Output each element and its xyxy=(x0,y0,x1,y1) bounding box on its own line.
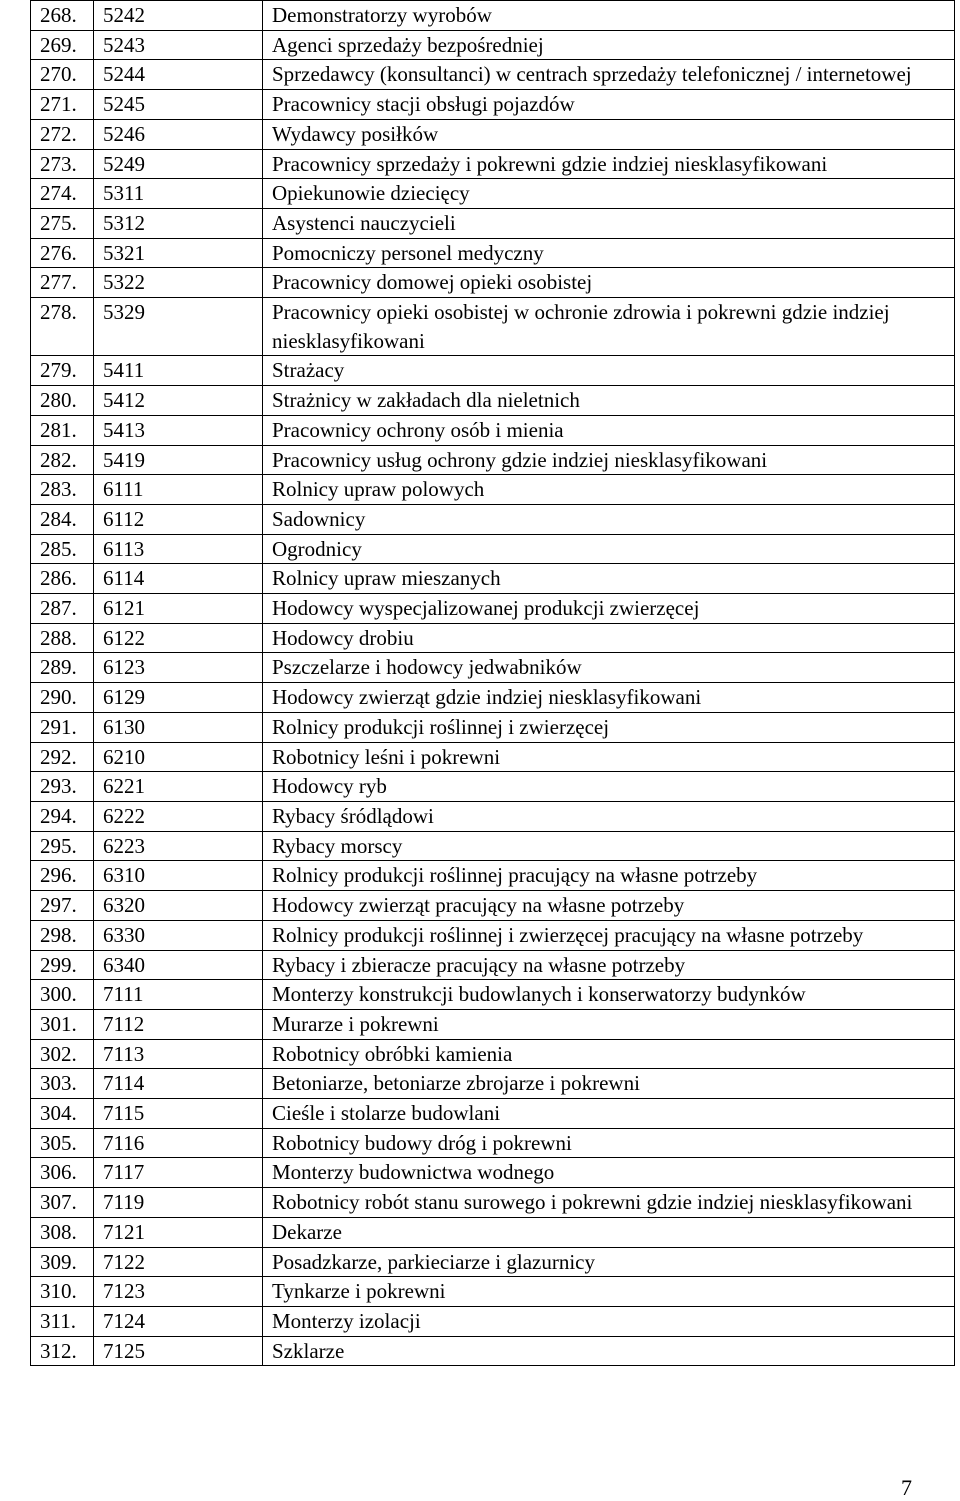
row-number: 273. xyxy=(31,149,94,179)
occupation-name: Rolnicy upraw polowych xyxy=(263,475,955,505)
row-number: 311. xyxy=(31,1306,94,1336)
occupation-name: Hodowcy zwierząt pracujący na własne potrzeby xyxy=(263,891,955,921)
table-row xyxy=(31,1009,955,1039)
occupation-code: 5312 xyxy=(94,208,263,238)
occupation-code: 7121 xyxy=(94,1217,263,1247)
row-number: 303. xyxy=(31,1069,94,1099)
occupation-code: 7112 xyxy=(94,1009,263,1039)
occupation-code: 5249 xyxy=(94,149,263,179)
occupation-name: Rolnicy upraw mieszanych xyxy=(263,564,955,594)
row-number: 310. xyxy=(31,1277,94,1307)
row-number: 284. xyxy=(31,504,94,534)
occupation-code: 5243 xyxy=(94,30,263,60)
table-row xyxy=(31,653,955,683)
occupation-code: 6121 xyxy=(94,594,263,624)
occupation-code: 6223 xyxy=(94,831,263,861)
table-row xyxy=(31,1128,955,1158)
occupation-code: 5242 xyxy=(94,1,263,31)
occupation-name: Wydawcy posiłków xyxy=(263,119,955,149)
occupation-code: 7123 xyxy=(94,1277,263,1307)
occupation-name: Robotnicy obróbki kamienia xyxy=(263,1039,955,1069)
occupation-name: Szklarze xyxy=(263,1336,955,1366)
occupation-name: Robotnicy budowy dróg i pokrewni xyxy=(263,1128,955,1158)
table-row xyxy=(31,1039,955,1069)
occupation-code: 5245 xyxy=(94,90,263,120)
row-number: 312. xyxy=(31,1336,94,1366)
table-row xyxy=(31,742,955,772)
row-number: 298. xyxy=(31,920,94,950)
table-row xyxy=(31,623,955,653)
occupation-name: Pracownicy usług ochrony gdzie indziej niesklasyfikowani xyxy=(263,445,955,475)
occupation-name: Asystenci nauczycieli xyxy=(263,208,955,238)
table-row xyxy=(31,1247,955,1277)
occupation-name: Sprzedawcy (konsultanci) w centrach sprzedaży telefonicznej / internetowej xyxy=(263,60,955,90)
occupation-code: 5311 xyxy=(94,179,263,209)
occupation-name: Betoniarze, betoniarze zbrojarze i pokrewni xyxy=(263,1069,955,1099)
table-row xyxy=(31,90,955,120)
occupation-name: Robotnicy robót stanu surowego i pokrewni gdzie indziej niesklasyfikowani xyxy=(263,1188,955,1218)
occupation-code: 6130 xyxy=(94,712,263,742)
table-row xyxy=(31,179,955,209)
occupation-code: 6129 xyxy=(94,683,263,713)
table-row xyxy=(31,1188,955,1218)
table-body xyxy=(31,1,955,1366)
occupation-code: 6221 xyxy=(94,772,263,802)
occupation-code: 5412 xyxy=(94,386,263,416)
table-row xyxy=(31,298,955,356)
row-number: 285. xyxy=(31,534,94,564)
occupation-name: Monterzy izolacji xyxy=(263,1306,955,1336)
table-row xyxy=(31,415,955,445)
row-number: 290. xyxy=(31,683,94,713)
row-number: 274. xyxy=(31,179,94,209)
occupation-code: 7119 xyxy=(94,1188,263,1218)
occupation-code: 6330 xyxy=(94,920,263,950)
table-row xyxy=(31,594,955,624)
row-number: 283. xyxy=(31,475,94,505)
row-number: 276. xyxy=(31,238,94,268)
occupation-code: 6222 xyxy=(94,801,263,831)
table-row xyxy=(31,1217,955,1247)
row-number: 292. xyxy=(31,742,94,772)
table-row xyxy=(31,445,955,475)
table-row xyxy=(31,950,955,980)
occupation-name: Pracownicy domowej opieki osobistej xyxy=(263,268,955,298)
occupation-code: 5329 xyxy=(94,298,263,356)
occupation-code: 6111 xyxy=(94,475,263,505)
table-row xyxy=(31,1277,955,1307)
row-number: 301. xyxy=(31,1009,94,1039)
occupation-code: 7114 xyxy=(94,1069,263,1099)
occupation-code: 6123 xyxy=(94,653,263,683)
occupation-code: 7122 xyxy=(94,1247,263,1277)
occupation-name: Rybacy i zbieracze pracujący na własne potrzeby xyxy=(263,950,955,980)
table-row xyxy=(31,475,955,505)
occupation-codes-table xyxy=(30,0,955,1366)
table-row xyxy=(31,861,955,891)
occupation-name: Ogrodnicy xyxy=(263,534,955,564)
row-number: 289. xyxy=(31,653,94,683)
occupation-code: 7111 xyxy=(94,980,263,1010)
table-row xyxy=(31,1099,955,1129)
row-number: 281. xyxy=(31,415,94,445)
occupation-code: 5246 xyxy=(94,119,263,149)
occupation-name: Strażacy xyxy=(263,356,955,386)
occupation-name: Hodowcy ryb xyxy=(263,772,955,802)
table-row xyxy=(31,772,955,802)
row-number: 302. xyxy=(31,1039,94,1069)
occupation-code: 5322 xyxy=(94,268,263,298)
row-number: 307. xyxy=(31,1188,94,1218)
row-number: 280. xyxy=(31,386,94,416)
occupation-name: Pracownicy sprzedaży i pokrewni gdzie indziej niesklasyfikowani xyxy=(263,149,955,179)
row-number: 288. xyxy=(31,623,94,653)
occupation-name: Pszczelarze i hodowcy jedwabników xyxy=(263,653,955,683)
table-row xyxy=(31,712,955,742)
occupation-name: Hodowcy drobiu xyxy=(263,623,955,653)
row-number: 296. xyxy=(31,861,94,891)
occupation-name: Rybacy morscy xyxy=(263,831,955,861)
row-number: 278. xyxy=(31,298,94,356)
occupation-name: Cieśle i stolarze budowlani xyxy=(263,1099,955,1129)
table-row xyxy=(31,1306,955,1336)
row-number: 268. xyxy=(31,1,94,31)
table-row xyxy=(31,980,955,1010)
row-number: 287. xyxy=(31,594,94,624)
occupation-code: 7115 xyxy=(94,1099,263,1129)
occupation-name: Dekarze xyxy=(263,1217,955,1247)
occupation-name: Posadzkarze, parkieciarze i glazurnicy xyxy=(263,1247,955,1277)
table-row xyxy=(31,891,955,921)
table-row xyxy=(31,238,955,268)
occupation-code: 5411 xyxy=(94,356,263,386)
row-number: 271. xyxy=(31,90,94,120)
row-number: 309. xyxy=(31,1247,94,1277)
occupation-name: Strażnicy w zakładach dla nieletnich xyxy=(263,386,955,416)
page-number: 7 xyxy=(901,1475,912,1500)
occupation-code: 7125 xyxy=(94,1336,263,1366)
occupation-name: Rolnicy produkcji roślinnej i zwierzęcej pracujący na własne potrzeby xyxy=(263,920,955,950)
occupation-name: Monterzy konstrukcji budowlanych i konserwatorzy budynków xyxy=(263,980,955,1010)
table-row xyxy=(31,564,955,594)
occupation-code: 7124 xyxy=(94,1306,263,1336)
table-row xyxy=(31,268,955,298)
occupation-name: Rolnicy produkcji roślinnej i zwierzęcej xyxy=(263,712,955,742)
row-number: 299. xyxy=(31,950,94,980)
table-row xyxy=(31,1,955,31)
occupation-code: 6310 xyxy=(94,861,263,891)
occupation-code: 7116 xyxy=(94,1128,263,1158)
occupation-name: Rolnicy produkcji roślinnej pracujący na własne potrzeby xyxy=(263,861,955,891)
occupation-name: Demonstratorzy wyrobów xyxy=(263,1,955,31)
occupation-code: 5244 xyxy=(94,60,263,90)
row-number: 308. xyxy=(31,1217,94,1247)
table-row xyxy=(31,920,955,950)
row-number: 270. xyxy=(31,60,94,90)
occupation-code: 6320 xyxy=(94,891,263,921)
occupation-code: 7113 xyxy=(94,1039,263,1069)
row-number: 272. xyxy=(31,119,94,149)
occupation-code: 6210 xyxy=(94,742,263,772)
occupation-code: 6340 xyxy=(94,950,263,980)
occupation-name: Opiekunowie dziecięcy xyxy=(263,179,955,209)
row-number: 275. xyxy=(31,208,94,238)
occupation-code: 6114 xyxy=(94,564,263,594)
occupation-name: Pracownicy stacji obsługi pojazdów xyxy=(263,90,955,120)
row-number: 295. xyxy=(31,831,94,861)
table-row xyxy=(31,1158,955,1188)
table-row xyxy=(31,149,955,179)
table-row xyxy=(31,831,955,861)
row-number: 269. xyxy=(31,30,94,60)
occupation-name: Tynkarze i pokrewni xyxy=(263,1277,955,1307)
occupation-code: 7117 xyxy=(94,1158,263,1188)
table-row xyxy=(31,386,955,416)
table-row xyxy=(31,1069,955,1099)
row-number: 293. xyxy=(31,772,94,802)
row-number: 282. xyxy=(31,445,94,475)
occupation-name: Robotnicy leśni i pokrewni xyxy=(263,742,955,772)
occupation-name: Sadownicy xyxy=(263,504,955,534)
table-row xyxy=(31,356,955,386)
row-number: 297. xyxy=(31,891,94,921)
row-number: 277. xyxy=(31,268,94,298)
row-number: 286. xyxy=(31,564,94,594)
occupation-code: 5413 xyxy=(94,415,263,445)
table-row xyxy=(31,119,955,149)
table-row xyxy=(31,1336,955,1366)
occupation-code: 6113 xyxy=(94,534,263,564)
row-number: 304. xyxy=(31,1099,94,1129)
row-number: 294. xyxy=(31,801,94,831)
table-row xyxy=(31,30,955,60)
occupation-name: Agenci sprzedaży bezpośredniej xyxy=(263,30,955,60)
occupation-name: Pracownicy ochrony osób i mienia xyxy=(263,415,955,445)
occupation-name: Hodowcy zwierząt gdzie indziej niesklasyfikowani xyxy=(263,683,955,713)
occupation-code: 5419 xyxy=(94,445,263,475)
occupation-name: Hodowcy wyspecjalizowanej produkcji zwierzęcej xyxy=(263,594,955,624)
occupation-name: Pomocniczy personel medyczny xyxy=(263,238,955,268)
occupation-code: 6122 xyxy=(94,623,263,653)
row-number: 300. xyxy=(31,980,94,1010)
row-number: 291. xyxy=(31,712,94,742)
table-row xyxy=(31,801,955,831)
table-row xyxy=(31,60,955,90)
occupation-name: Pracownicy opieki osobistej w ochronie zdrowia i pokrewni gdzie indziej niesklasyfikowani xyxy=(263,298,955,356)
row-number: 279. xyxy=(31,356,94,386)
row-number: 305. xyxy=(31,1128,94,1158)
table-row xyxy=(31,683,955,713)
table-row xyxy=(31,208,955,238)
occupation-name: Monterzy budownictwa wodnego xyxy=(263,1158,955,1188)
occupation-code: 6112 xyxy=(94,504,263,534)
table-row xyxy=(31,534,955,564)
occupation-name: Rybacy śródlądowi xyxy=(263,801,955,831)
row-number: 306. xyxy=(31,1158,94,1188)
occupation-name: Murarze i pokrewni xyxy=(263,1009,955,1039)
occupation-code: 5321 xyxy=(94,238,263,268)
table-row xyxy=(31,504,955,534)
